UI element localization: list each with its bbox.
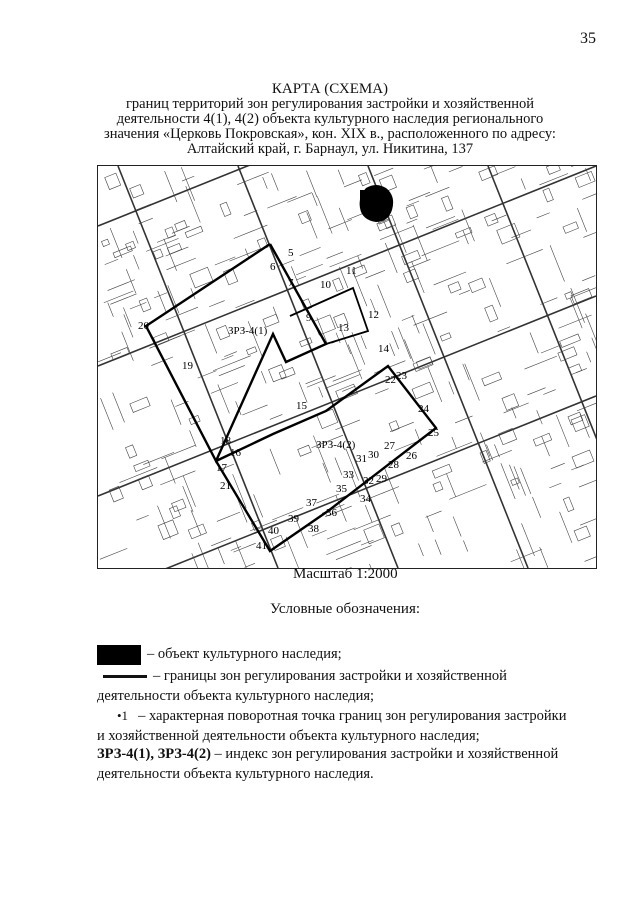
legend-item-heritage: – объект культурного наследия; [97,644,599,665]
map-point-31: 31 [356,453,367,465]
map-point-41: 41 [256,540,267,552]
legend-item-point: •1 – характерная поворотная точка границ зон регулирования застройки и хозяйственной деятельности объекта культурного наследия; [97,708,567,744]
title-line-3: значения «Церковь Покровская», кон. XIX в., расположенного по адресу: [104,126,556,142]
map-point-37: 37 [306,497,317,509]
map-point-38: 38 [308,523,319,535]
map-point-34: 34 [360,493,371,505]
title-line-2: деятельности 4(1), 4(2) объекта культурного наследия регионального [116,111,544,127]
map-point-21: 21 [220,480,231,492]
map-parcels [98,166,596,568]
map-point-19: 19 [182,360,193,372]
title-block [100,82,560,157]
title-line-1: границ территорий зон регулирования застройки и хозяйственной [125,96,535,112]
map-point-14: 14 [378,343,389,355]
title-line-4: Алтайский край, г. Барнаул, ул. Никитина, 137 [186,141,474,157]
map-point-6: 6 [270,261,276,273]
map-point-12: 12 [368,309,379,321]
map-title: КАРТА (СХЕМА) [271,81,389,97]
map-canvas [98,166,596,568]
zone-label-4-2: ЗРЗ-4(2) [316,439,356,451]
legend-item-index: ЗРЗ-4(1), ЗРЗ-4(2) – индекс зон регулирования застройки и хозяйственной деятельности объекта культурного наследия. [97,746,559,782]
map-point-23: 23 [396,370,407,382]
map-point-11: 11 [346,265,357,277]
map-point-20: 20 [138,320,149,332]
map-point-33: 33 [343,469,354,481]
map-point-40: 40 [268,525,279,537]
cadastral-map [97,165,597,569]
map-point-16: 16 [230,447,241,459]
map-point-25: 25 [428,427,439,439]
map-point-27: 27 [384,440,395,452]
map-scale: Масштаб 1:2000 [293,566,398,582]
map-point-9: 9 [306,312,312,324]
map-point-13: 13 [338,322,349,334]
map-point-7: 7 [288,277,294,289]
zone-4-1-inner-boundary [290,288,368,344]
map-point-5: 5 [288,247,294,259]
map-point-10: 10 [320,279,331,291]
heritage-object-marker [360,185,394,222]
boundary-line-icon [103,675,147,678]
zone-4-2-boundary [216,366,436,551]
map-point-18: 18 [220,435,231,447]
map-point-26: 26 [406,450,417,462]
map-point-30: 30 [368,449,379,461]
map-point-24: 24 [418,403,429,415]
map-point-17: 17 [216,462,227,474]
map-point-29: 29 [376,473,387,485]
heritage-swatch-icon [97,645,141,665]
map-point-35: 35 [336,483,347,495]
turning-point-icon: •1 [117,708,129,723]
map-point-36: 36 [326,507,337,519]
page-number: 35 [580,30,596,47]
map-point-22: 22 [385,374,396,386]
map-point-15: 15 [296,400,307,412]
zone-label-4-1: ЗРЗ-4(1) [228,325,268,337]
map-point-28: 28 [388,459,399,471]
map-point-32: 32 [363,475,374,487]
legend-heading: Условные обозначения: [270,601,421,617]
map-point-39: 39 [288,513,299,525]
legend-item-boundary: – границы зон регулирования застройки и хозяйственной деятельности объекта культурного наследия; [97,668,507,704]
